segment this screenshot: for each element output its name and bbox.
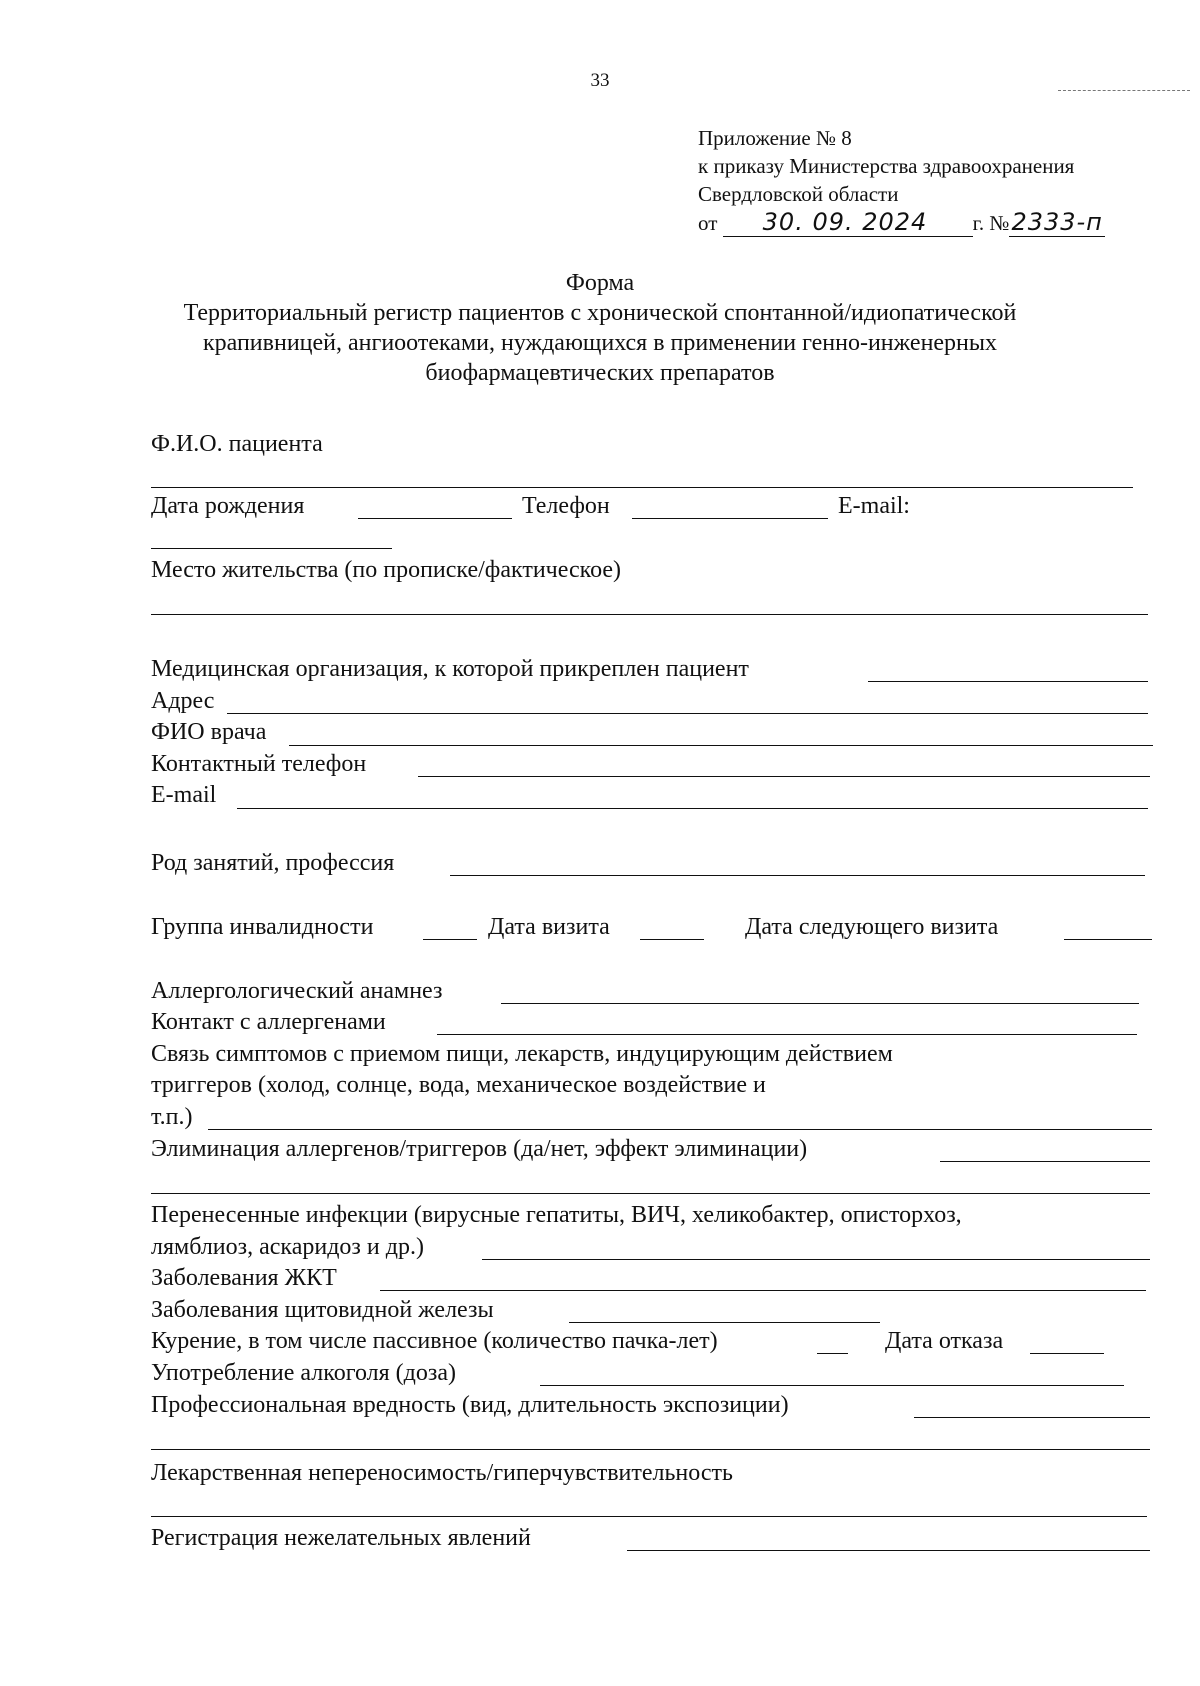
label-email: E-mail: bbox=[838, 493, 910, 519]
alcohol-field[interactable] bbox=[540, 1385, 1124, 1386]
label-birth-date: Дата рождения bbox=[151, 493, 305, 519]
allergy-history-field[interactable] bbox=[501, 1003, 1139, 1004]
appendix-number: Приложение № 8 bbox=[698, 126, 852, 150]
label-next-visit-date: Дата следующего визита bbox=[745, 914, 999, 940]
doctor-name-field[interactable] bbox=[289, 745, 1153, 746]
label-contact-phone: Контактный телефон bbox=[151, 751, 367, 777]
phone-field[interactable] bbox=[632, 518, 828, 519]
label-infections-2: лямблиоз, аскаридоз и др.) bbox=[151, 1234, 424, 1260]
label-disability-group: Группа инвалидности bbox=[151, 914, 374, 940]
next-visit-date-field[interactable] bbox=[1064, 939, 1152, 940]
org-email-field[interactable] bbox=[237, 808, 1148, 809]
label-allergy-history: Аллергологический анамнез bbox=[151, 978, 443, 1004]
label-occupation: Род занятий, профессия bbox=[151, 850, 395, 876]
title-line-3: биофармацевтических препаратов bbox=[425, 360, 775, 386]
email-field[interactable] bbox=[151, 548, 392, 549]
label-quit-date: Дата отказа bbox=[885, 1328, 1004, 1354]
infections-field[interactable] bbox=[482, 1259, 1150, 1260]
drug-intolerance-field[interactable] bbox=[151, 1516, 1147, 1517]
appendix-header bbox=[698, 124, 1105, 237]
label-symptom-link-2: триггеров (холод, солнце, вода, механическое воздействие и bbox=[151, 1072, 766, 1098]
label-drug-intolerance: Лекарственная непереносимость/гиперчувствительность bbox=[151, 1460, 733, 1486]
visit-date-field[interactable] bbox=[640, 939, 704, 940]
med-org-field[interactable] bbox=[868, 681, 1148, 682]
occupational-hazard-field-2[interactable] bbox=[151, 1449, 1150, 1450]
label-med-org: Медицинская организация, к которой прикреплен пациент bbox=[151, 656, 749, 682]
disability-group-field[interactable] bbox=[423, 939, 477, 940]
appendix-region: Свердловской области bbox=[698, 182, 899, 206]
label-allergen-contact: Контакт с аллергенами bbox=[151, 1009, 386, 1035]
label-adverse-events: Регистрация нежелательных явлений bbox=[151, 1525, 531, 1551]
label-elimination: Элиминация аллергенов/триггеров (да/нет, эффект элиминации) bbox=[151, 1136, 808, 1162]
handwritten-number: 2333-п bbox=[1011, 208, 1103, 236]
gi-diseases-field[interactable] bbox=[380, 1290, 1146, 1291]
elimination-field-2[interactable] bbox=[151, 1193, 1150, 1194]
label-visit-date: Дата визита bbox=[488, 914, 610, 940]
occupation-field[interactable] bbox=[450, 875, 1145, 876]
allergen-contact-field[interactable] bbox=[437, 1034, 1137, 1035]
contact-phone-field[interactable] bbox=[418, 776, 1150, 777]
label-residence: Место жительства (по прописке/фактическое) bbox=[151, 557, 622, 583]
label-smoking: Курение, в том числе пассивное (количество пачка-лет) bbox=[151, 1328, 718, 1354]
title-line-1: Территориальный регистр пациентов с хронической спонтанной/идиопатической bbox=[183, 300, 1017, 326]
label-symptom-link-1: Связь симптомов с приемом пищи, лекарств, индуцирующим действием bbox=[151, 1041, 893, 1067]
top-divider bbox=[1058, 90, 1190, 91]
label-alcohol: Употребление алкоголя (доза) bbox=[151, 1360, 456, 1386]
label-symptom-link-3: т.п.) bbox=[151, 1104, 193, 1130]
residence-field[interactable] bbox=[151, 614, 1148, 615]
label-infections-1: Перенесенные инфекции (вирусные гепатиты, ВИЧ, хеликобактер, описторхоз, bbox=[151, 1202, 962, 1228]
patient-name-field[interactable] bbox=[151, 487, 1133, 488]
title-line-2: крапивницей, ангиоотеками, нуждающихся в применении генно-инженерных bbox=[202, 330, 998, 356]
occupational-hazard-field[interactable] bbox=[914, 1417, 1150, 1418]
label-doctor-name: ФИО врача bbox=[151, 719, 267, 745]
label-occupational-hazard: Профессиональная вредность (вид, длительность экспозиции) bbox=[151, 1392, 789, 1418]
page-number: 33 bbox=[590, 70, 610, 91]
label-address: Адрес bbox=[151, 688, 215, 714]
form-word: Форма bbox=[565, 270, 635, 296]
form-title bbox=[0, 268, 1200, 388]
symptom-link-field[interactable] bbox=[208, 1129, 1152, 1130]
adverse-events-field[interactable] bbox=[627, 1550, 1150, 1551]
appendix-date-line bbox=[698, 208, 1105, 237]
thyroid-diseases-field[interactable] bbox=[569, 1322, 880, 1323]
quit-date-field[interactable] bbox=[1030, 1353, 1104, 1354]
label-patient-name: Ф.И.О. пациента bbox=[151, 431, 323, 457]
label-thyroid-diseases: Заболевания щитовидной железы bbox=[151, 1297, 494, 1323]
smoking-field[interactable] bbox=[817, 1353, 848, 1354]
label-phone: Телефон bbox=[522, 493, 610, 519]
elimination-field[interactable] bbox=[940, 1161, 1150, 1162]
label-org-email: E-mail bbox=[151, 782, 217, 808]
handwritten-date: 30. 09. 2024 bbox=[723, 208, 973, 237]
from-label: от bbox=[698, 211, 718, 235]
appendix-order: к приказу Министерства здравоохранения bbox=[698, 154, 1075, 178]
order-number-label: г. № bbox=[972, 211, 1010, 235]
label-gi-diseases: Заболевания ЖКТ bbox=[151, 1265, 337, 1291]
birth-date-field[interactable] bbox=[358, 518, 512, 519]
address-field[interactable] bbox=[227, 713, 1148, 714]
